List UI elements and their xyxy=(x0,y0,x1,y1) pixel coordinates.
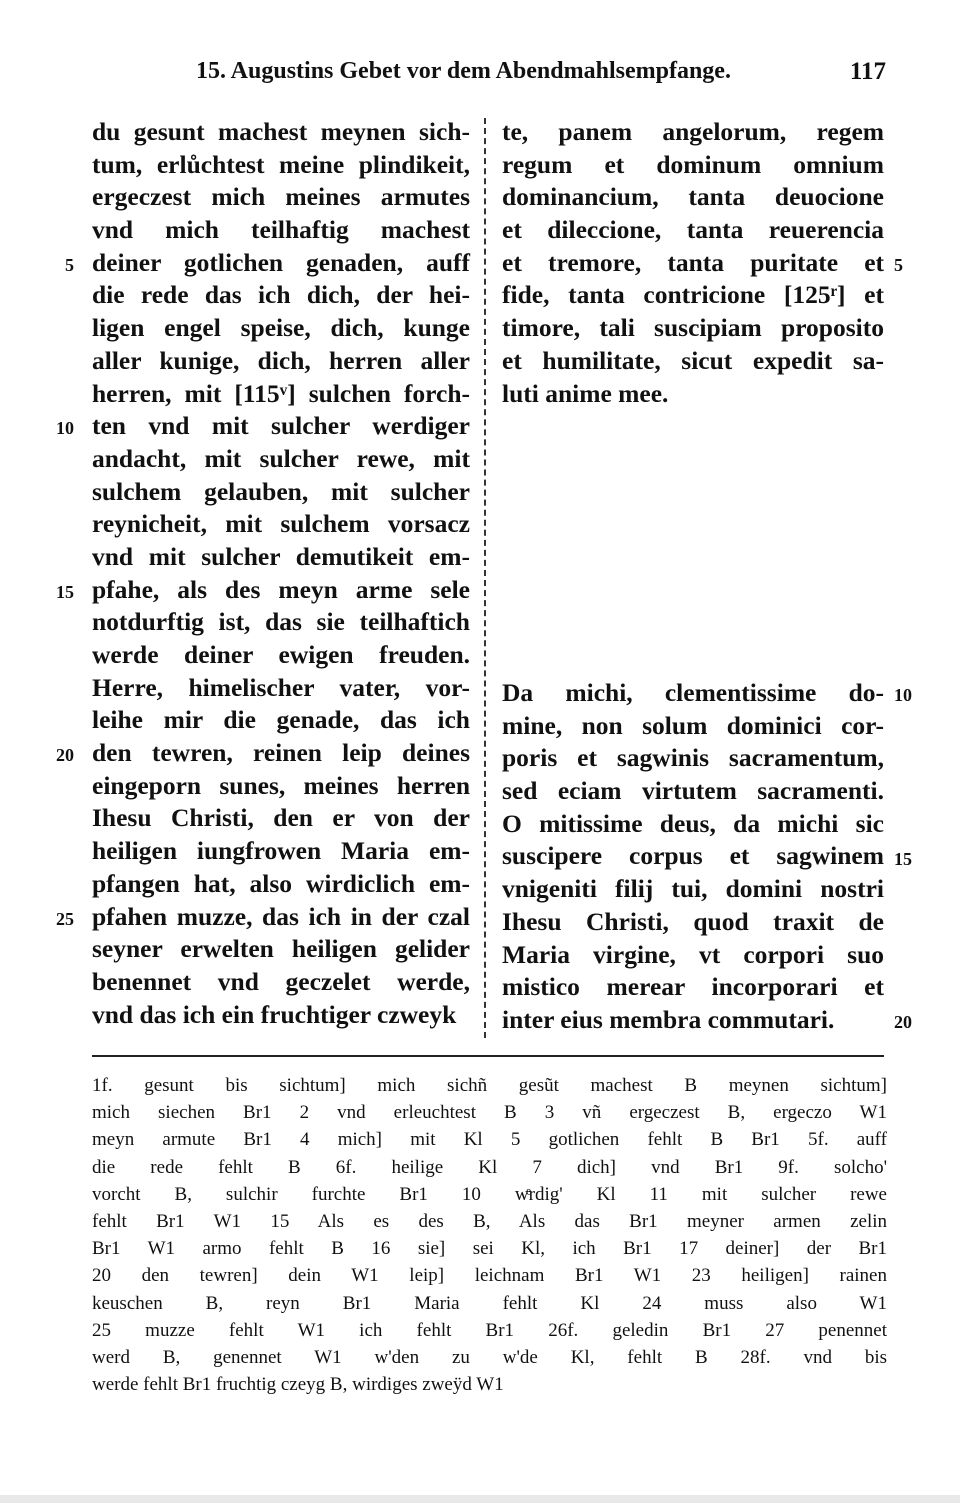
footnote-line: 25 muzze fehlt W1 ich fehlt Br1 26f. geledin Br1 27 penennet xyxy=(92,1319,887,1341)
text-line: sed eciam virtutem sacramenti. xyxy=(502,776,884,806)
text-line: mine, non solum dominici cor- xyxy=(502,710,884,740)
footnote-rule xyxy=(92,1055,884,1057)
text-line: timore, tali suscipiam proposito xyxy=(502,313,884,343)
text-line: O mitissime deus, da michi sic xyxy=(502,808,884,838)
text-line: leihe mir die genade, das ich xyxy=(92,705,470,735)
text-line: werde deiner ewigen freuden. xyxy=(92,640,470,669)
text-line: benennet vnd geczelet werde, xyxy=(92,966,470,996)
line-number: 20 xyxy=(56,745,74,766)
page-bottom-edge xyxy=(0,1495,960,1503)
text-line: du gesunt machest meynen sich- xyxy=(92,117,470,146)
footnote-line: Br1 W1 armo fehlt B 16 sie] sei Kl, ich Br1 17 deiner] der Br1 xyxy=(92,1238,887,1260)
text-line: tum, erlůchtest meine plindikeit, xyxy=(92,149,470,179)
text-line: deiner gotlichen genaden, auff xyxy=(92,247,470,277)
footnote-line: mich siechen Br1 2 vnd erleuchtest B 3 vñ ergeczest B, ergeczo W1 xyxy=(92,1102,887,1124)
text-line: ligen engel speise, dich, kunge xyxy=(92,313,470,343)
line-number: 10 xyxy=(56,418,74,439)
page-number: 117 xyxy=(849,58,886,85)
text-line: suscipere corpus et sagwinem xyxy=(502,841,884,871)
text-line: et tremore, tanta puritate et xyxy=(502,247,884,277)
text-line: et dileccione, tanta reuerencia xyxy=(502,215,884,245)
critical-apparatus xyxy=(92,1072,887,1398)
text-line: regum et dominum omnium xyxy=(502,149,884,179)
text-line: andacht, mit sulcher rewe, mit xyxy=(92,443,470,473)
line-number: 5 xyxy=(894,254,903,275)
text-line: die rede das ich dich, der hei- xyxy=(92,280,470,310)
latin-text-column-top xyxy=(502,116,884,410)
text-line: eingeporn sunes, meines herren xyxy=(92,770,470,800)
text-line: Ihesu Christi, quod traxit de xyxy=(502,906,884,936)
page-title: 15. Augustins Gebet vor dem Abendmahlsempfange. xyxy=(196,58,731,84)
line-number: 15 xyxy=(894,848,912,869)
footnote-line: die rede fehlt B 6f. heilige Kl 7 dich] vnd Br1 9f. solcho' xyxy=(92,1156,887,1178)
footnote-line: 20 den tewren] dein W1 leip] leichnam Br1 W1 23 heiligen] rainen xyxy=(92,1265,887,1287)
footnote-line: werd B, genennet W1 w'den zu w'de Kl, fehlt B 28f. vnd bis xyxy=(92,1346,887,1368)
text-line: pfahe, als des meyn arme sele xyxy=(92,574,470,604)
text-line: Maria virgine, vt corpori suo xyxy=(502,939,884,969)
german-text-column xyxy=(92,116,470,1031)
text-line: herren, mit [115ᵛ] sulchen forch- xyxy=(92,378,470,408)
text-line: notdurftig ist, das sie teilhaftich xyxy=(92,607,470,637)
footnote-line: werde fehlt Br1 fruchtig czeyg B, wirdiges zweÿd W1 xyxy=(92,1374,504,1396)
text-line: Ihesu Christi, den er von der xyxy=(92,803,470,833)
latin-text-column-bottom xyxy=(502,677,884,1037)
footnote-line: 1f. gesunt bis sichtum] mich sichñ gesũt machest B meynen sichtum] xyxy=(92,1075,887,1096)
text-line: ergeczest mich meines armutes xyxy=(92,182,470,212)
text-line: te, panem angelorum, regem xyxy=(502,117,884,146)
text-line: mistico merear incorporari et xyxy=(502,972,884,1002)
footnote-line: vorcht B, sulchir furchte Br1 10 wͤrdig' Kl 11 mit sulcher rewe xyxy=(92,1183,887,1205)
text-line: luti anime mee. xyxy=(502,378,669,408)
footnote-line: fehlt Br1 W1 15 Als es des B, Als das Br1 meyner armen zelin xyxy=(92,1210,887,1232)
footnote-line: meyn armute Br1 4 mich] mit Kl 5 gotlichen fehlt B Br1 5f. auff xyxy=(92,1129,887,1151)
text-line: poris et sagwinis sacramentum, xyxy=(502,743,884,773)
text-line: den tewren, reinen leip deines xyxy=(92,738,470,768)
line-number: 5 xyxy=(65,254,74,275)
text-line: seyner erwelten heiligen gelider xyxy=(92,934,470,964)
text-line: aller kunige, dich, herren aller xyxy=(92,345,470,375)
text-line: vnd mich teilhaftig machest xyxy=(92,215,470,245)
text-line: reynicheit, mit sulchem vorsacz xyxy=(92,509,470,539)
column-divider xyxy=(484,118,486,1038)
footnote-line: keuschen B, reyn Br1 Maria fehlt Kl 24 muss also W1 xyxy=(92,1292,887,1314)
running-header xyxy=(196,58,886,94)
line-number: 20 xyxy=(894,1012,912,1032)
text-line: Da michi, clementissime do- xyxy=(502,678,884,707)
line-number: 10 xyxy=(894,685,912,705)
text-line: et humilitate, sicut expedit sa- xyxy=(502,345,884,375)
text-line: pfahen muzze, das ich in der czal xyxy=(92,901,470,931)
text-line: vnd das ich ein fruchtiger czweyk xyxy=(92,999,457,1029)
text-line: vnd mit sulcher demutikeit em- xyxy=(92,541,470,571)
text-line: inter eius membra commutari. xyxy=(502,1004,835,1034)
text-line: Herre, himelischer vater, vor- xyxy=(92,672,470,702)
text-line: ten vnd mit sulcher werdiger xyxy=(92,411,470,441)
text-line: heiligen iungfrowen Maria em- xyxy=(92,836,470,866)
text-line: fide, tanta contricione [125ʳ] et xyxy=(502,280,884,310)
line-number: 15 xyxy=(56,581,74,602)
text-line: vnigeniti filij tui, domini nostri xyxy=(502,874,884,904)
text-line: pfangen hat, also wirdiclich em- xyxy=(92,868,470,898)
text-line: dominancium, tanta deuocione xyxy=(502,182,884,212)
text-line: sulchem gelauben, mit sulcher xyxy=(92,476,470,506)
line-number: 25 xyxy=(56,908,74,929)
